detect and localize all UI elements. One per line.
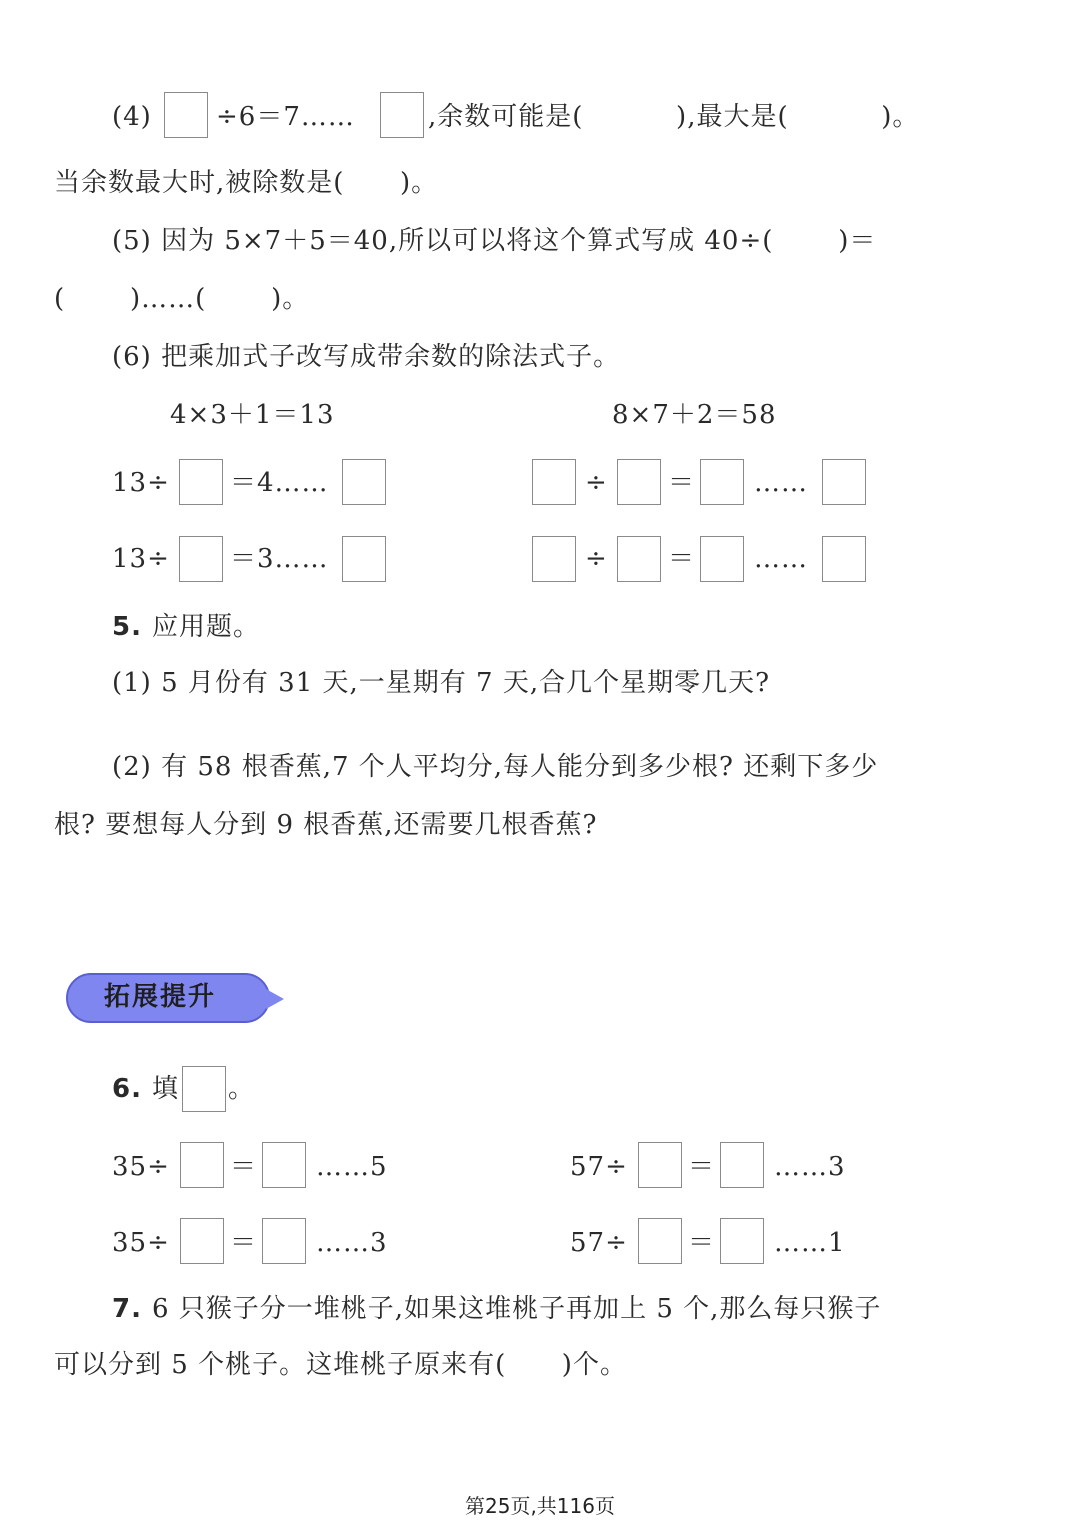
q6-r1-eq: ＝ <box>668 468 696 498</box>
q6-r1-quotient-box[interactable] <box>700 459 744 505</box>
q6-row2-divisor-box[interactable] <box>179 536 223 582</box>
q6-row2-dividend: 13÷ <box>112 544 170 574</box>
q-fill-l2-divisor-box[interactable] <box>180 1218 224 1264</box>
q6-r1-div: ÷ <box>585 468 608 498</box>
q-fill-l2-eq: ＝ <box>230 1228 258 1258</box>
q4-label: (4) <box>112 102 152 132</box>
q-fill-r1-divisor-box[interactable] <box>638 1142 682 1188</box>
q6-r2-dividend-box[interactable] <box>532 536 576 582</box>
q-fill-r2-quotient-box[interactable] <box>720 1218 764 1264</box>
q7-line2: 可以分到 5 个桃子。这堆桃子原来有( )个。 <box>54 1350 627 1380</box>
q-fill-r1-eq: ＝ <box>688 1152 716 1182</box>
q6-r1-divisor-box[interactable] <box>617 459 661 505</box>
q-fill-l2-remainder: ……3 <box>316 1228 388 1258</box>
q6-row2-remainder-box[interactable] <box>342 536 386 582</box>
q-fill-l1-quotient-box[interactable] <box>262 1142 306 1188</box>
q-fill-r1-remainder: ……3 <box>774 1152 846 1182</box>
page-footer: 第25页,共116页 <box>465 1494 615 1518</box>
q6-r1-dots: …… <box>754 468 808 498</box>
q-apply-number: 5. <box>112 612 142 642</box>
q-fill-l2-dividend: 35÷ <box>112 1228 170 1258</box>
q6-title: (6) 把乘加式子改写成带余数的除法式子。 <box>112 342 621 372</box>
q-apply-p2-line1: (2) 有 58 根香蕉,7 个人平均分,每人能分到多少根? 还剩下多少 <box>112 752 879 782</box>
q-fill-l1-remainder: ……5 <box>316 1152 388 1182</box>
q-fill-r2-dividend: 57÷ <box>570 1228 628 1258</box>
q-fill-r2-remainder: ……1 <box>774 1228 846 1258</box>
q-fill-title-box <box>182 1066 226 1112</box>
q4-expression: ÷6＝7…… <box>216 102 355 132</box>
q7-number: 7. <box>112 1294 142 1324</box>
q-fill-l1-divisor-box[interactable] <box>180 1142 224 1188</box>
q6-r2-divisor-box[interactable] <box>617 536 661 582</box>
q6-row1-quotient: ＝4…… <box>230 468 329 498</box>
q6-r2-quotient-box[interactable] <box>700 536 744 582</box>
q6-equation-left: 4×3＋1＝13 <box>170 400 335 430</box>
q-fill-r1-quotient-box[interactable] <box>720 1142 764 1188</box>
q6-r1-dividend-box[interactable] <box>532 459 576 505</box>
q5-line1: (5) 因为 5×7＋5＝40,所以可以将这个算式写成 40÷( )＝ <box>112 226 877 256</box>
q-fill-r1-dividend: 57÷ <box>570 1152 628 1182</box>
q4-line2: 当余数最大时,被除数是( )。 <box>54 168 439 198</box>
q4-remainder-box[interactable] <box>380 92 424 138</box>
q4-dividend-box[interactable] <box>164 92 208 138</box>
q6-r2-remainder-box[interactable] <box>822 536 866 582</box>
q5-line2: ( )……( )。 <box>54 284 310 314</box>
q6-row2-quotient: ＝3…… <box>230 544 329 574</box>
q6-r2-dots: …… <box>754 544 808 574</box>
q6-r2-eq: ＝ <box>668 544 696 574</box>
q-apply-title: 应用题。 <box>152 612 261 642</box>
q6-row1-remainder-box[interactable] <box>342 459 386 505</box>
q-fill-l2-quotient-box[interactable] <box>262 1218 306 1264</box>
q-fill-l1-dividend: 35÷ <box>112 1152 170 1182</box>
q6-r2-div: ÷ <box>585 544 608 574</box>
q7-line1: 6 只猴子分一堆桃子,如果这堆桃子再加上 5 个,那么每只猴子 <box>152 1294 882 1324</box>
q-fill-title-a: 填 <box>152 1074 180 1104</box>
q6-equation-right: 8×7＋2＝58 <box>612 400 777 430</box>
q-fill-r2-eq: ＝ <box>688 1228 716 1258</box>
q-apply-p2-line2: 根? 要想每人分到 9 根香蕉,还需要几根香蕉? <box>54 810 598 840</box>
q-fill-number: 6. <box>112 1074 142 1104</box>
q4-question: ,余数可能是( ),最大是( )。 <box>428 102 920 132</box>
q6-row1-dividend: 13÷ <box>112 468 170 498</box>
q-fill-title-b: 。 <box>228 1074 256 1104</box>
q6-r1-remainder-box[interactable] <box>822 459 866 505</box>
q-apply-p1: (1) 5 月份有 31 天,一星期有 7 天,合几个星期零几天? <box>112 668 771 698</box>
q-fill-l1-eq: ＝ <box>230 1152 258 1182</box>
q-fill-r2-divisor-box[interactable] <box>638 1218 682 1264</box>
q6-row1-divisor-box[interactable] <box>179 459 223 505</box>
section-title: 拓展提升 <box>104 982 217 1012</box>
